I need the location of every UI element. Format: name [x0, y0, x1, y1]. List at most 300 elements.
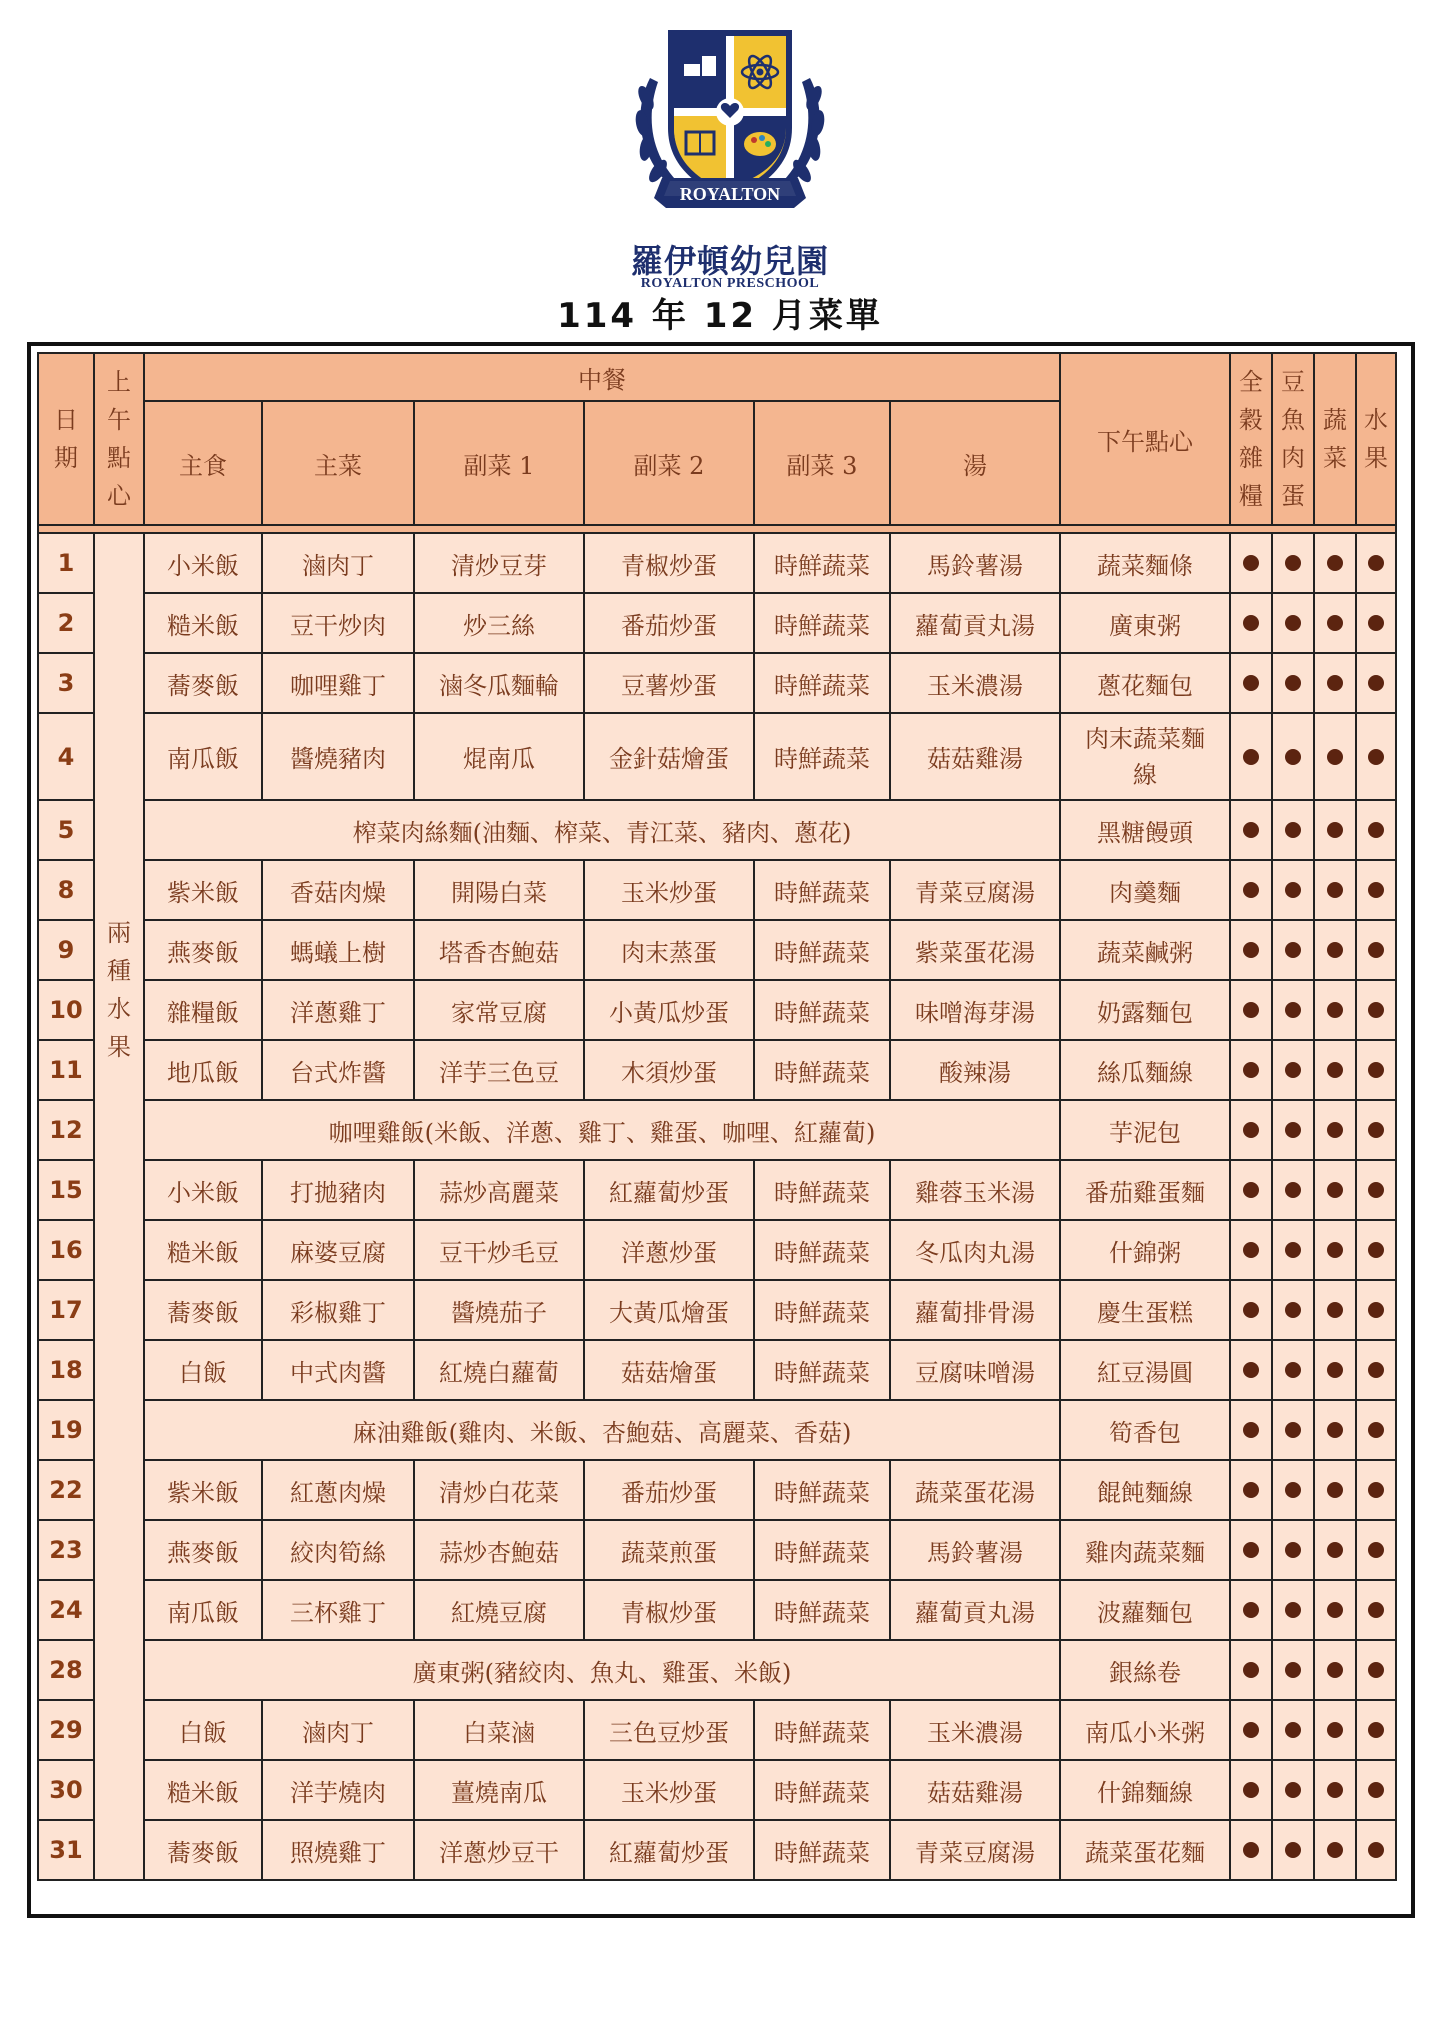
- fruit-check-cell: [1356, 1100, 1396, 1160]
- vegetables-check-cell: [1314, 1340, 1356, 1400]
- grains-check-cell: [1230, 1280, 1272, 1340]
- main-dish-cell: 彩椒雞丁: [262, 1280, 414, 1340]
- dot-icon: [1243, 675, 1259, 691]
- soup-cell: 青菜豆腐湯: [890, 1820, 1060, 1880]
- header-vegetables: 蔬 菜: [1314, 353, 1356, 525]
- side3-cell: 時鮮蔬菜: [754, 713, 890, 800]
- afternoon-snack-cell: 番茄雞蛋麵: [1060, 1160, 1230, 1220]
- dot-icon: [1327, 1722, 1343, 1738]
- day-cell: 28: [38, 1640, 94, 1700]
- vegetables-check-cell: [1314, 1280, 1356, 1340]
- dot-icon: [1243, 1002, 1259, 1018]
- protein-check-cell: [1272, 1820, 1314, 1880]
- soup-cell: 青菜豆腐湯: [890, 860, 1060, 920]
- day-cell: 23: [38, 1520, 94, 1580]
- vegetables-check-cell: [1314, 1220, 1356, 1280]
- side3-cell: 時鮮蔬菜: [754, 1820, 890, 1880]
- dot-icon: [1243, 1122, 1259, 1138]
- side2-cell: 大黃瓜燴蛋: [584, 1280, 754, 1340]
- dot-icon: [1327, 822, 1343, 838]
- side3-cell: 時鮮蔬菜: [754, 1580, 890, 1640]
- dot-icon: [1285, 749, 1301, 765]
- protein-check-cell: [1272, 1340, 1314, 1400]
- side3-cell: 時鮮蔬菜: [754, 1700, 890, 1760]
- staple-cell: 糙米飯: [144, 593, 262, 653]
- dot-icon: [1327, 1182, 1343, 1198]
- side2-cell: 木須炒蛋: [584, 1040, 754, 1100]
- fruit-check-cell: [1356, 1220, 1396, 1280]
- grains-check-cell: [1230, 800, 1272, 860]
- protein-check-cell: [1272, 1700, 1314, 1760]
- day-cell: 4: [38, 713, 94, 800]
- dot-icon: [1327, 882, 1343, 898]
- day-cell: 5: [38, 800, 94, 860]
- table-row: [38, 980, 1396, 1040]
- dot-icon: [1285, 1242, 1301, 1258]
- header-side1: 副菜 1: [414, 401, 584, 525]
- side3-cell: 時鮮蔬菜: [754, 1520, 890, 1580]
- table-row: [38, 653, 1396, 713]
- side1-cell: 蒜炒高麗菜: [414, 1160, 584, 1220]
- dot-icon: [1285, 1182, 1301, 1198]
- soup-cell: 菇菇雞湯: [890, 713, 1060, 800]
- page-title: 114 年 12 月菜單: [557, 296, 883, 336]
- morning-snack-cell: 兩 種 水 果: [94, 533, 144, 1880]
- afternoon-snack-cell: 肉末蔬菜麵線: [1060, 713, 1230, 800]
- dot-icon: [1243, 822, 1259, 838]
- main-dish-cell: 照燒雞丁: [262, 1820, 414, 1880]
- afternoon-snack-cell: 黑糖饅頭: [1060, 800, 1230, 860]
- dot-icon: [1368, 1422, 1384, 1438]
- table-row: [38, 1520, 1396, 1580]
- soup-cell: 蔬菜蛋花湯: [890, 1460, 1060, 1520]
- vegetables-check-cell: [1314, 1100, 1356, 1160]
- side1-cell: 紅燒豆腐: [414, 1580, 584, 1640]
- soup-cell: 蘿蔔貢丸湯: [890, 593, 1060, 653]
- side3-cell: 時鮮蔬菜: [754, 1160, 890, 1220]
- fruit-check-cell: [1356, 1580, 1396, 1640]
- dot-icon: [1368, 1722, 1384, 1738]
- grains-check-cell: [1230, 860, 1272, 920]
- vegetables-check-cell: [1314, 713, 1356, 800]
- vegetables-check-cell: [1314, 1640, 1356, 1700]
- dot-icon: [1327, 1422, 1343, 1438]
- fruit-check-cell: [1356, 1760, 1396, 1820]
- vegetables-check-cell: [1314, 1460, 1356, 1520]
- table-row: [38, 1100, 1396, 1160]
- header-fruit: 水 果: [1356, 353, 1396, 525]
- side3-cell: 時鮮蔬菜: [754, 1280, 890, 1340]
- combined-meal-cell: 咖哩雞飯(米飯、洋蔥、雞丁、雞蛋、咖哩、紅蘿蔔): [144, 1100, 1060, 1160]
- fruit-check-cell: [1356, 1280, 1396, 1340]
- side3-cell: 時鮮蔬菜: [754, 1760, 890, 1820]
- side3-cell: 時鮮蔬菜: [754, 653, 890, 713]
- dot-icon: [1368, 1182, 1384, 1198]
- dot-icon: [1285, 1362, 1301, 1378]
- grains-check-cell: [1230, 1340, 1272, 1400]
- side2-cell: 番茄炒蛋: [584, 593, 754, 653]
- afternoon-snack-cell: 蔬菜蛋花麵: [1060, 1820, 1230, 1880]
- dot-icon: [1327, 1602, 1343, 1618]
- vegetables-check-cell: [1314, 1580, 1356, 1640]
- vegetables-check-cell: [1314, 533, 1356, 593]
- protein-check-cell: [1272, 1460, 1314, 1520]
- dot-icon: [1243, 1842, 1259, 1858]
- dot-icon: [1368, 749, 1384, 765]
- day-cell: 31: [38, 1820, 94, 1880]
- day-cell: 9: [38, 920, 94, 980]
- vegetables-check-cell: [1314, 1520, 1356, 1580]
- afternoon-snack-cell: 芋泥包: [1060, 1100, 1230, 1160]
- protein-check-cell: [1272, 1640, 1314, 1700]
- protein-check-cell: [1272, 1580, 1314, 1640]
- side2-cell: 玉米炒蛋: [584, 1760, 754, 1820]
- protein-check-cell: [1272, 1220, 1314, 1280]
- vegetables-check-cell: [1314, 1400, 1356, 1460]
- grains-check-cell: [1230, 653, 1272, 713]
- staple-cell: 紫米飯: [144, 1460, 262, 1520]
- afternoon-snack-cell: 餛飩麵線: [1060, 1460, 1230, 1520]
- dot-icon: [1285, 1602, 1301, 1618]
- main-dish-cell: 滷肉丁: [262, 533, 414, 593]
- grains-check-cell: [1230, 1100, 1272, 1160]
- side2-cell: 紅蘿蔔炒蛋: [584, 1820, 754, 1880]
- day-cell: 10: [38, 980, 94, 1040]
- grains-check-cell: [1230, 1160, 1272, 1220]
- dot-icon: [1368, 942, 1384, 958]
- dot-icon: [1368, 1362, 1384, 1378]
- header-separator: [38, 525, 1396, 533]
- dot-icon: [1285, 1422, 1301, 1438]
- table-row: [38, 533, 1396, 593]
- dot-icon: [1285, 1302, 1301, 1318]
- dot-icon: [1327, 1782, 1343, 1798]
- day-cell: 8: [38, 860, 94, 920]
- side2-cell: 青椒炒蛋: [584, 1580, 754, 1640]
- grains-check-cell: [1230, 1220, 1272, 1280]
- main-dish-cell: 咖哩雞丁: [262, 653, 414, 713]
- main-dish-cell: 絞肉筍絲: [262, 1520, 414, 1580]
- grains-check-cell: [1230, 1820, 1272, 1880]
- dot-icon: [1368, 675, 1384, 691]
- main-dish-cell: 打拋豬肉: [262, 1160, 414, 1220]
- dot-icon: [1368, 1062, 1384, 1078]
- dot-icon: [1285, 1002, 1301, 1018]
- dot-icon: [1327, 615, 1343, 631]
- grains-check-cell: [1230, 920, 1272, 980]
- afternoon-snack-cell: 蔬菜麵條: [1060, 533, 1230, 593]
- soup-cell: 酸辣湯: [890, 1040, 1060, 1100]
- vegetables-check-cell: [1314, 1700, 1356, 1760]
- day-cell: 17: [38, 1280, 94, 1340]
- soup-cell: 紫菜蛋花湯: [890, 920, 1060, 980]
- vegetables-check-cell: [1314, 653, 1356, 713]
- header-main-dish: 主菜: [262, 401, 414, 525]
- protein-check-cell: [1272, 1520, 1314, 1580]
- afternoon-snack-cell: 絲瓜麵線: [1060, 1040, 1230, 1100]
- header-morning-snack: 上 午 點 心: [94, 353, 144, 525]
- dot-icon: [1368, 1302, 1384, 1318]
- dot-icon: [1285, 1122, 1301, 1138]
- side3-cell: 時鮮蔬菜: [754, 593, 890, 653]
- staple-cell: 南瓜飯: [144, 713, 262, 800]
- side1-cell: 炒三絲: [414, 593, 584, 653]
- day-cell: 30: [38, 1760, 94, 1820]
- dot-icon: [1285, 1722, 1301, 1738]
- staple-cell: 小米飯: [144, 533, 262, 593]
- dot-icon: [1285, 1842, 1301, 1858]
- dot-icon: [1243, 882, 1259, 898]
- side1-cell: 洋蔥炒豆干: [414, 1820, 584, 1880]
- dot-icon: [1368, 1002, 1384, 1018]
- staple-cell: 雜糧飯: [144, 980, 262, 1040]
- day-cell: 2: [38, 593, 94, 653]
- dot-icon: [1368, 1482, 1384, 1498]
- menu-table: [37, 352, 1397, 1881]
- dot-icon: [1368, 1842, 1384, 1858]
- dot-icon: [1285, 882, 1301, 898]
- side3-cell: 時鮮蔬菜: [754, 980, 890, 1040]
- day-cell: 3: [38, 653, 94, 713]
- side1-cell: 醬燒茄子: [414, 1280, 584, 1340]
- staple-cell: 糙米飯: [144, 1220, 262, 1280]
- logo-name-cn: 羅伊頓幼兒園: [630, 242, 829, 280]
- day-cell: 1: [38, 533, 94, 593]
- side2-cell: 肉末蒸蛋: [584, 920, 754, 980]
- dot-icon: [1243, 1662, 1259, 1678]
- dot-icon: [1285, 1542, 1301, 1558]
- main-dish-cell: 洋芋燒肉: [262, 1760, 414, 1820]
- dot-icon: [1243, 555, 1259, 571]
- afternoon-snack-cell: 肉羹麵: [1060, 860, 1230, 920]
- dot-icon: [1243, 1362, 1259, 1378]
- side2-cell: 青椒炒蛋: [584, 533, 754, 593]
- protein-check-cell: [1272, 980, 1314, 1040]
- staple-cell: 蕎麥飯: [144, 1280, 262, 1340]
- day-cell: 11: [38, 1040, 94, 1100]
- afternoon-snack-cell: 廣東粥: [1060, 593, 1230, 653]
- afternoon-snack-cell: 銀絲卷: [1060, 1640, 1230, 1700]
- day-cell: 12: [38, 1100, 94, 1160]
- dot-icon: [1368, 1782, 1384, 1798]
- main-dish-cell: 滷肉丁: [262, 1700, 414, 1760]
- grains-check-cell: [1230, 1400, 1272, 1460]
- dot-icon: [1243, 1722, 1259, 1738]
- soup-cell: 菇菇雞湯: [890, 1760, 1060, 1820]
- dot-icon: [1368, 882, 1384, 898]
- protein-check-cell: [1272, 1040, 1314, 1100]
- day-cell: 18: [38, 1340, 94, 1400]
- vegetables-check-cell: [1314, 1040, 1356, 1100]
- main-dish-cell: 台式炸醬: [262, 1040, 414, 1100]
- header-side2: 副菜 2: [584, 401, 754, 525]
- combined-meal-cell: 麻油雞飯(雞肉、米飯、杏鮑菇、高麗菜、香菇): [144, 1400, 1060, 1460]
- side2-cell: 豆薯炒蛋: [584, 653, 754, 713]
- afternoon-snack-cell: 什錦麵線: [1060, 1760, 1230, 1820]
- table-row: [38, 920, 1396, 980]
- combined-meal-cell: 榨菜肉絲麵(油麵、榨菜、青江菜、豬肉、蔥花): [144, 800, 1060, 860]
- afternoon-snack-cell: 蔬菜鹹粥: [1060, 920, 1230, 980]
- table-row: [38, 713, 1396, 800]
- staple-cell: 燕麥飯: [144, 1520, 262, 1580]
- header-lunch: 中餐: [144, 353, 1060, 401]
- side1-cell: 開陽白菜: [414, 860, 584, 920]
- side3-cell: 時鮮蔬菜: [754, 1220, 890, 1280]
- staple-cell: 地瓜飯: [144, 1040, 262, 1100]
- side1-cell: 清炒豆芽: [414, 533, 584, 593]
- side1-cell: 豆干炒毛豆: [414, 1220, 584, 1280]
- dot-icon: [1327, 1662, 1343, 1678]
- fruit-check-cell: [1356, 1700, 1396, 1760]
- vegetables-check-cell: [1314, 593, 1356, 653]
- dot-icon: [1327, 1482, 1343, 1498]
- side1-cell: 薑燒南瓜: [414, 1760, 584, 1820]
- fruit-check-cell: [1356, 593, 1396, 653]
- dot-icon: [1327, 1242, 1343, 1258]
- side3-cell: 時鮮蔬菜: [754, 1040, 890, 1100]
- fruit-check-cell: [1356, 533, 1396, 593]
- side3-cell: 時鮮蔬菜: [754, 1340, 890, 1400]
- side2-cell: 紅蘿蔔炒蛋: [584, 1160, 754, 1220]
- dot-icon: [1243, 1062, 1259, 1078]
- dot-icon: [1243, 1242, 1259, 1258]
- side2-cell: 番茄炒蛋: [584, 1460, 754, 1520]
- afternoon-snack-cell: 什錦粥: [1060, 1220, 1230, 1280]
- protein-check-cell: [1272, 713, 1314, 800]
- main-dish-cell: 香菇肉燥: [262, 860, 414, 920]
- header-staple: 主食: [144, 401, 262, 525]
- protein-check-cell: [1272, 533, 1314, 593]
- side1-cell: 洋芋三色豆: [414, 1040, 584, 1100]
- soup-cell: 冬瓜肉丸湯: [890, 1220, 1060, 1280]
- table-row: [38, 1700, 1396, 1760]
- staple-cell: 白飯: [144, 1340, 262, 1400]
- fruit-check-cell: [1356, 860, 1396, 920]
- staple-cell: 糙米飯: [144, 1760, 262, 1820]
- dot-icon: [1327, 555, 1343, 571]
- header-side3: 副菜 3: [754, 401, 890, 525]
- staple-cell: 蕎麥飯: [144, 1820, 262, 1880]
- dot-icon: [1243, 1542, 1259, 1558]
- side1-cell: 滷冬瓜麵輪: [414, 653, 584, 713]
- soup-cell: 味噌海芽湯: [890, 980, 1060, 1040]
- dot-icon: [1368, 1122, 1384, 1138]
- table-row: [38, 1820, 1396, 1880]
- vegetables-check-cell: [1314, 1160, 1356, 1220]
- side2-cell: 玉米炒蛋: [584, 860, 754, 920]
- vegetables-check-cell: [1314, 1760, 1356, 1820]
- table-row: [38, 1220, 1396, 1280]
- afternoon-snack-cell: 南瓜小米粥: [1060, 1700, 1230, 1760]
- side1-cell: 紅燒白蘿蔔: [414, 1340, 584, 1400]
- main-dish-cell: 洋蔥雞丁: [262, 980, 414, 1040]
- dot-icon: [1368, 1542, 1384, 1558]
- day-cell: 22: [38, 1460, 94, 1520]
- table-row: [38, 593, 1396, 653]
- vegetables-check-cell: [1314, 860, 1356, 920]
- grains-check-cell: [1230, 1460, 1272, 1520]
- dot-icon: [1243, 1182, 1259, 1198]
- dot-icon: [1368, 1662, 1384, 1678]
- soup-cell: 馬鈴薯湯: [890, 1520, 1060, 1580]
- fruit-check-cell: [1356, 1340, 1396, 1400]
- fruit-check-cell: [1356, 1400, 1396, 1460]
- logo-name-en: ROYALTON PRESCHOOL: [640, 276, 820, 291]
- combined-meal-cell: 廣東粥(豬絞肉、魚丸、雞蛋、米飯): [144, 1640, 1060, 1700]
- table-row: [38, 800, 1396, 860]
- fruit-check-cell: [1356, 1460, 1396, 1520]
- side1-cell: 焜南瓜: [414, 713, 584, 800]
- table-row: [38, 1280, 1396, 1340]
- main-dish-cell: 豆干炒肉: [262, 593, 414, 653]
- dot-icon: [1285, 822, 1301, 838]
- table-row: [38, 1760, 1396, 1820]
- dot-icon: [1243, 1422, 1259, 1438]
- dot-icon: [1243, 615, 1259, 631]
- fruit-check-cell: [1356, 980, 1396, 1040]
- dot-icon: [1243, 1302, 1259, 1318]
- school-logo: [610, 28, 850, 291]
- dot-icon: [1285, 615, 1301, 631]
- side1-cell: 白菜滷: [414, 1700, 584, 1760]
- side3-cell: 時鮮蔬菜: [754, 860, 890, 920]
- dot-icon: [1285, 1782, 1301, 1798]
- dot-icon: [1327, 1002, 1343, 1018]
- soup-cell: 馬鈴薯湯: [890, 533, 1060, 593]
- protein-check-cell: [1272, 800, 1314, 860]
- side1-cell: 家常豆腐: [414, 980, 584, 1040]
- dot-icon: [1243, 942, 1259, 958]
- dot-icon: [1243, 749, 1259, 765]
- table-row: [38, 1640, 1396, 1700]
- dot-icon: [1327, 1302, 1343, 1318]
- dot-icon: [1327, 675, 1343, 691]
- dot-icon: [1285, 675, 1301, 691]
- fruit-check-cell: [1356, 920, 1396, 980]
- soup-cell: 玉米濃湯: [890, 653, 1060, 713]
- grains-check-cell: [1230, 1040, 1272, 1100]
- grains-check-cell: [1230, 1700, 1272, 1760]
- protein-check-cell: [1272, 1760, 1314, 1820]
- grains-check-cell: [1230, 1640, 1272, 1700]
- afternoon-snack-cell: 筍香包: [1060, 1400, 1230, 1460]
- day-cell: 19: [38, 1400, 94, 1460]
- dot-icon: [1368, 615, 1384, 631]
- table-row: [38, 860, 1396, 920]
- dot-icon: [1285, 1482, 1301, 1498]
- side2-cell: 菇菇燴蛋: [584, 1340, 754, 1400]
- staple-cell: 燕麥飯: [144, 920, 262, 980]
- side2-cell: 三色豆炒蛋: [584, 1700, 754, 1760]
- soup-cell: 玉米濃湯: [890, 1700, 1060, 1760]
- side3-cell: 時鮮蔬菜: [754, 533, 890, 593]
- fruit-check-cell: [1356, 1160, 1396, 1220]
- day-cell: 16: [38, 1220, 94, 1280]
- vegetables-check-cell: [1314, 800, 1356, 860]
- protein-check-cell: [1272, 1100, 1314, 1160]
- main-dish-cell: 螞蟻上樹: [262, 920, 414, 980]
- fruit-check-cell: [1356, 1640, 1396, 1700]
- staple-cell: 南瓜飯: [144, 1580, 262, 1640]
- dot-icon: [1327, 1122, 1343, 1138]
- side2-cell: 蔬菜煎蛋: [584, 1520, 754, 1580]
- afternoon-snack-cell: 蔥花麵包: [1060, 653, 1230, 713]
- grains-check-cell: [1230, 533, 1272, 593]
- protein-check-cell: [1272, 653, 1314, 713]
- grains-check-cell: [1230, 980, 1272, 1040]
- protein-check-cell: [1272, 1400, 1314, 1460]
- dot-icon: [1285, 1662, 1301, 1678]
